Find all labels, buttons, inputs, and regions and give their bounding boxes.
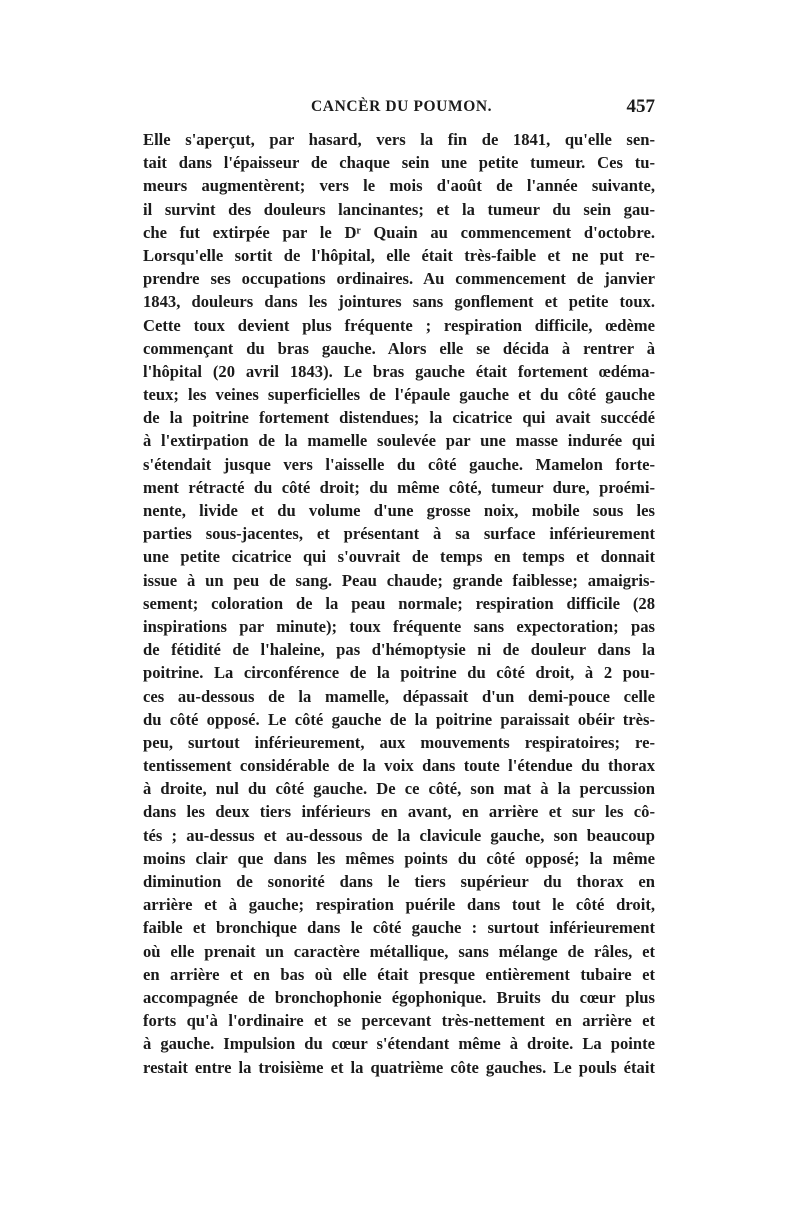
text-line: commençant du bras gauche. Alors elle se décida à rentrer à [143,338,655,358]
text-line: tait dans l'épaisseur de chaque sein une petite tumeur. Ces tu- [143,153,655,173]
page-header [143,98,655,122]
text-line: teux; les veines superficielles de l'épaule gauche et du côté gauche [143,385,655,405]
text-line: dans les deux tiers inférieurs en avant, en arrière et sur les cô- [143,802,655,822]
text-line: poitrine. La circonférence de la poitrine du côté droit, à 2 pou- [143,663,655,683]
body-text [143,128,655,1079]
running-title: CANCÈR DU POUMON. [311,98,493,115]
text-line: où elle prenait un caractère métallique, sans mélange de râles, et [143,941,655,961]
text-line: s'étendait jusque vers l'aisselle du côté gauche. Mamelon forte- [143,454,655,474]
text-line: prendre ses occupations ordinaires. Au commencement de janvier [143,269,655,289]
text-line: nente, livide et du volume d'une grosse noix, mobile sous les [143,501,655,520]
text-line: tentissement considérable de la voix dans toute l'étendue du thorax [143,756,655,776]
text-line: Cette toux devient plus fréquente ; respiration difficile, œdème [143,315,655,335]
text-line: ces au-dessous de la mamelle, dépassait d'un demi-pouce celle [143,686,655,706]
text-line: Lorsqu'elle sortit de l'hôpital, elle était très-faible et ne put re- [143,245,655,265]
text-line: sement; coloration de la peau normale; respiration difficile (28 [143,593,655,613]
text-line: che fut extirpée par le Dʳ Quain au commencement d'octobre. [143,222,655,242]
text-line: accompagnée de bronchophonie égophonique. Bruits du cœur plus [143,987,655,1007]
text-line: du côté opposé. Le côté gauche de la poitrine paraissait obéir très- [143,709,655,729]
text-line: tés ; au-dessus et au-dessous de la clavicule gauche, son beaucoup [143,825,655,845]
text-line: issue à un peu de sang. Peau chaude; grande faiblesse; amaigris- [143,570,655,590]
text-line: à gauche. Impulsion du cœur s'étendant même à droite. La pointe [143,1034,655,1054]
text-line: l'hôpital (20 avril 1843). Le bras gauche était fortement œdéma- [143,361,655,381]
text-line: une petite cicatrice qui s'ouvrait de temps en temps et donnait [143,547,655,567]
text-line: à l'extirpation de la mamelle soulevée par une masse indurée qui [143,431,655,451]
text-line: faible et bronchique dans le côté gauche : surtout inférieurement [143,918,655,938]
text-line: de fétidité de l'haleine, pas d'hémoptysie ni de douleur dans la [143,640,655,660]
text-line: parties sous-jacentes, et présentant à sa surface inférieurement [143,524,655,544]
text-line: restait entre la troisième et la quatrième côte gauches. Le pouls était [143,1057,655,1077]
text-line: arrière et à gauche; respiration puérile dans tout le côté droit, [143,895,655,915]
text-line: inspirations par minute); toux fréquente sans expectoration; pas [143,616,655,636]
text-line: de la poitrine fortement distendues; la cicatrice qui avait succédé [143,408,655,428]
text-line: diminution de sonorité dans le tiers supérieur du thorax en [143,872,655,891]
text-line: à droite, nul du côté gauche. De ce côté, son mat à la percussion [143,779,655,799]
page-number: 457 [626,96,655,117]
text-line: en arrière et en bas où elle était presque entièrement tubaire et [143,964,655,984]
text-line: 1843, douleurs dans les jointures sans gonflement et petite toux. [143,292,655,312]
text-line: Elle s'aperçut, par hasard, vers la fin de 1841, qu'elle sen- [143,130,655,149]
text-line: forts qu'à l'ordinaire et se percevant très-nettement en arrière et [143,1011,655,1031]
text-line: peu, surtout inférieurement, aux mouvements respiratoires; re- [143,732,655,752]
text-line: il survint des douleurs lancinantes; et la tumeur du sein gau- [143,199,655,219]
text-line: meurs augmentèrent; vers le mois d'août de l'année suivante, [143,176,655,196]
text-line: ment rétracté du côté droit; du même côté, tumeur dure, proémi- [143,477,655,497]
text-line: moins clair que dans les mêmes points du côté opposé; la même [143,848,655,868]
